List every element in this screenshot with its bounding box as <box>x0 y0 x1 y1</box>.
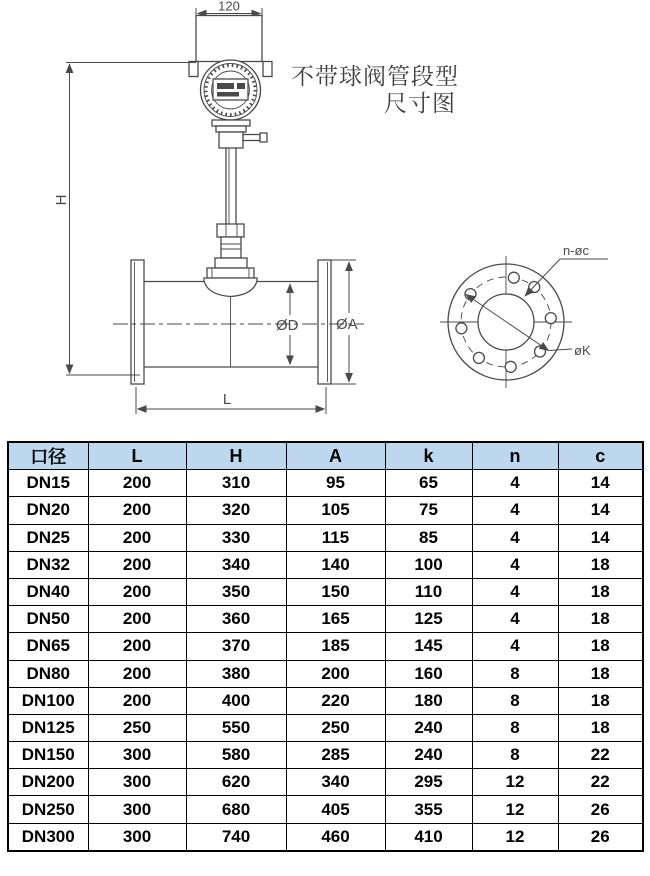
table-cell: 310 <box>186 470 286 497</box>
table-row <box>8 742 643 769</box>
table-cell: 85 <box>385 524 472 551</box>
column-header: 口径 <box>8 442 88 470</box>
table-cell: 360 <box>186 606 286 633</box>
table-cell: 22 <box>558 742 643 769</box>
table-cell: 8 <box>472 687 558 714</box>
table-cell: 4 <box>472 606 558 633</box>
table-cell: 4 <box>472 470 558 497</box>
table-cell: 240 <box>385 714 472 741</box>
table-cell: 620 <box>186 769 286 796</box>
table-cell: 300 <box>88 742 186 769</box>
table-cell: 460 <box>286 823 385 851</box>
column-header: H <box>186 442 286 470</box>
table-row <box>8 823 643 851</box>
table-cell: 140 <box>286 551 385 578</box>
row-header-cell: DN125 <box>8 714 88 741</box>
table-row <box>8 551 643 578</box>
table-cell: 14 <box>558 524 643 551</box>
row-header-cell: DN80 <box>8 660 88 687</box>
table-cell: 14 <box>558 470 643 497</box>
dim-flange-diameter <box>331 260 358 384</box>
title-line-1: 不带球阀管段型 <box>291 63 459 89</box>
dim-label-L: L <box>222 391 232 408</box>
column-header: L <box>88 442 186 470</box>
table-row <box>8 578 643 605</box>
table-cell: 65 <box>385 470 472 497</box>
table-cell: 185 <box>286 633 385 660</box>
table-cell: 295 <box>385 769 472 796</box>
row-header-cell: DN250 <box>8 796 88 823</box>
row-header-cell: DN20 <box>8 497 88 524</box>
table-row <box>8 497 643 524</box>
column-header: c <box>558 442 643 470</box>
table-cell: 200 <box>88 687 186 714</box>
row-header-cell: DN65 <box>8 633 88 660</box>
table-cell: 100 <box>385 551 472 578</box>
bonnet <box>204 258 257 367</box>
table-cell: 4 <box>472 497 558 524</box>
table-cell: 300 <box>88 796 186 823</box>
row-header-cell: DN150 <box>8 742 88 769</box>
table-cell: 22 <box>558 769 643 796</box>
table-cell: 4 <box>472 524 558 551</box>
table-row <box>8 606 643 633</box>
table-cell: 8 <box>472 660 558 687</box>
table-cell: 200 <box>286 660 385 687</box>
table-cell: 105 <box>286 497 385 524</box>
table-row <box>8 769 643 796</box>
table-cell: 165 <box>286 606 385 633</box>
table-cell: 150 <box>286 578 385 605</box>
table-cell: 8 <box>472 714 558 741</box>
table-row <box>8 470 643 497</box>
table-cell: 18 <box>558 551 643 578</box>
column-header: A <box>286 442 385 470</box>
table-cell: 145 <box>385 633 472 660</box>
table-body <box>8 470 643 851</box>
table-cell: 680 <box>186 796 286 823</box>
table-cell: 350 <box>186 578 286 605</box>
table-cell: 12 <box>472 796 558 823</box>
dim-length <box>136 387 326 414</box>
row-header-cell: DN25 <box>8 524 88 551</box>
table-cell: 220 <box>286 687 385 714</box>
flange-face-view <box>440 243 608 388</box>
table-cell: 740 <box>186 823 286 851</box>
table-cell: 4 <box>472 551 558 578</box>
dim-inner-diameter <box>276 284 299 365</box>
table-row <box>8 660 643 687</box>
table-cell: 370 <box>186 633 286 660</box>
table-cell: 12 <box>472 769 558 796</box>
table-cell: 405 <box>286 796 385 823</box>
table-cell: 180 <box>385 687 472 714</box>
table-cell: 18 <box>558 714 643 741</box>
table-cell: 200 <box>88 633 186 660</box>
table-cell: 18 <box>558 578 643 605</box>
row-header-cell: DN200 <box>8 769 88 796</box>
table-cell: 240 <box>385 742 472 769</box>
row-header-cell: DN100 <box>8 687 88 714</box>
table-cell: 14 <box>558 497 643 524</box>
stem <box>217 148 244 258</box>
table-cell: 200 <box>88 524 186 551</box>
table-cell: 250 <box>286 714 385 741</box>
table-cell: 200 <box>88 551 186 578</box>
dimension-table <box>7 441 644 852</box>
dim-label-OD: ØD <box>276 317 299 334</box>
table-cell: 26 <box>558 823 643 851</box>
label-oK: øK <box>574 343 591 358</box>
table-cell: 4 <box>472 578 558 605</box>
table-cell: 400 <box>186 687 286 714</box>
row-header-cell: DN40 <box>8 578 88 605</box>
cable-gland <box>243 133 267 142</box>
table-cell: 410 <box>385 823 472 851</box>
table-header-row <box>8 442 643 470</box>
table-cell: 12 <box>472 823 558 851</box>
table-cell: 110 <box>385 578 472 605</box>
transmitter-head <box>189 16 272 149</box>
label-n-oc: n-øc <box>563 243 589 258</box>
row-header-cell: DN50 <box>8 606 88 633</box>
dim-label-H: H <box>53 194 70 206</box>
table-cell: 125 <box>385 606 472 633</box>
title-line-2: 尺寸图 <box>384 90 456 116</box>
row-header-cell: DN300 <box>8 823 88 851</box>
table-cell: 200 <box>88 606 186 633</box>
table-cell: 200 <box>88 497 186 524</box>
table-row <box>8 524 643 551</box>
table-cell: 285 <box>286 742 385 769</box>
table-cell: 18 <box>558 633 643 660</box>
table-cell: 300 <box>88 769 186 796</box>
table-cell: 4 <box>472 633 558 660</box>
table-cell: 75 <box>385 497 472 524</box>
table-cell: 18 <box>558 660 643 687</box>
table-cell: 115 <box>286 524 385 551</box>
table-row <box>8 633 643 660</box>
table-cell: 250 <box>88 714 186 741</box>
table-cell: 200 <box>88 470 186 497</box>
display-window <box>213 79 248 100</box>
table-cell: 26 <box>558 796 643 823</box>
row-header-cell: DN15 <box>8 470 88 497</box>
table-cell: 160 <box>385 660 472 687</box>
drawing-title <box>291 63 459 116</box>
column-header: n <box>472 442 558 470</box>
table-cell: 340 <box>186 551 286 578</box>
row-header-cell: DN32 <box>8 551 88 578</box>
table-cell: 340 <box>286 769 385 796</box>
table-cell: 580 <box>186 742 286 769</box>
table-cell: 8 <box>472 742 558 769</box>
dim-label-OA: ØA <box>336 316 358 333</box>
dim-height <box>53 63 196 376</box>
table-cell: 18 <box>558 606 643 633</box>
dim-label-120: 120 <box>218 0 240 14</box>
table-cell: 200 <box>88 578 186 605</box>
table-row <box>8 796 643 823</box>
table-cell: 320 <box>186 497 286 524</box>
table-row <box>8 714 643 741</box>
table-cell: 200 <box>88 660 186 687</box>
table-cell: 355 <box>385 796 472 823</box>
table-cell: 330 <box>186 524 286 551</box>
table-cell: 95 <box>286 470 385 497</box>
table-cell: 18 <box>558 687 643 714</box>
table-cell: 300 <box>88 823 186 851</box>
table-row <box>8 687 643 714</box>
table-cell: 550 <box>186 714 286 741</box>
table-cell: 380 <box>186 660 286 687</box>
column-header: k <box>385 442 472 470</box>
dim-head-width <box>196 0 262 15</box>
